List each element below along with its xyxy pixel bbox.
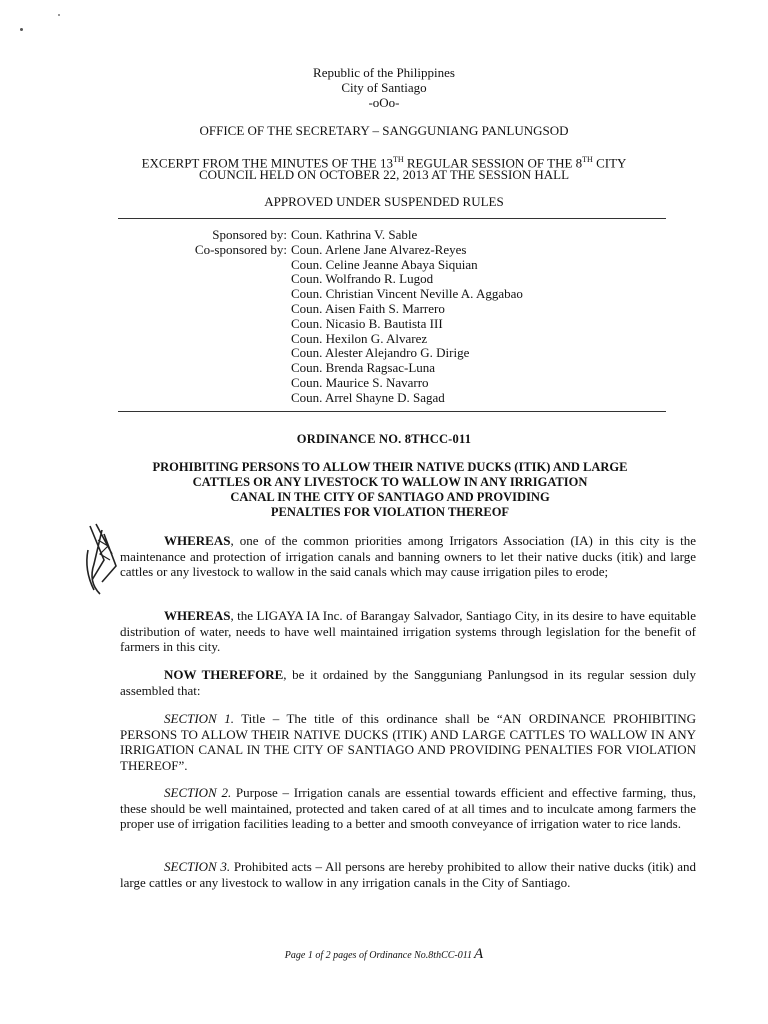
cosponsor-name: Coun. Alester Alejandro G. Dirige xyxy=(291,345,470,361)
section-1-lead: SECTION 1. xyxy=(164,711,234,726)
excerpt-superscript: TH xyxy=(392,155,404,164)
section-2-lead: SECTION 2. xyxy=(164,785,232,800)
cosponsor-name: Coun. Christian Vincent Neville A. Aggabao xyxy=(291,286,523,302)
section-3-paragraph xyxy=(120,859,696,890)
cosponsor-name: Coun. Maurice S. Navarro xyxy=(291,374,429,390)
office-title: OFFICE OF THE SECRETARY – SANGGUNIANG PANLUNGSOD xyxy=(199,123,569,138)
excerpt-text: CITY xyxy=(592,155,627,171)
title-line: CATTLES OR ANY LIVESTOCK TO WALLOW IN ANY IRRIGATION xyxy=(192,475,588,489)
title-line: PROHIBITING PERSONS TO ALLOW THEIR NATIVE DUCKS (ITIK) AND LARGE xyxy=(152,460,628,474)
excerpt-line-2: COUNCIL HELD ON OCTOBER 22, 2013 AT THE SESSION HALL xyxy=(198,167,570,182)
whereas-paragraph-2 xyxy=(120,608,696,655)
cosponsor-row xyxy=(0,243,768,406)
scan-speck xyxy=(20,28,23,31)
sponsored-label: Sponsored by: xyxy=(212,227,287,242)
excerpt-superscript: TH xyxy=(582,155,593,164)
section-2-paragraph xyxy=(120,785,696,832)
now-therefore-paragraph xyxy=(120,667,696,698)
whereas-text: , the LIGAYA IA Inc. of Barangay Salvador, Santiago City, in its desire to have equitable distribution of water, needs to have well maintained irrigation systems through legislation for the benefit of farmers in this city. xyxy=(120,608,696,654)
cosponsor-name: Coun. Wolfrando R. Lugod xyxy=(291,271,434,287)
cosponsor-name: Coun. Arlene Jane Alvarez-Reyes xyxy=(291,241,467,257)
page-footer-text: Page 1 of 2 pages of Ordinance No.8thCC-011 xyxy=(284,950,473,961)
scan-speck xyxy=(58,14,60,16)
title-line: PENALTIES FOR VIOLATION THEREOF xyxy=(270,505,510,519)
divider-line xyxy=(118,411,666,412)
cosponsor-name: Coun. Brenda Ragsac-Luna xyxy=(291,360,436,376)
sponsor-name: Coun. Kathrina V. Sable xyxy=(291,227,418,242)
cosponsor-name: Coun. Nicasio B. Bautista III xyxy=(291,315,443,331)
cosponsor-name: Coun. Arrel Shayne D. Sagad xyxy=(291,389,445,405)
sponsor-row xyxy=(0,228,768,243)
whereas-lead: WHEREAS xyxy=(164,608,231,623)
approval-note: APPROVED UNDER SUSPENDED RULES xyxy=(264,194,504,209)
section-3-lead: SECTION 3. xyxy=(164,859,231,874)
header-divider-mark: -oOo- xyxy=(368,95,400,110)
excerpt-text: REGULAR SESSION OF THE 8 xyxy=(403,155,583,171)
whereas-text: , one of the common priorities among Irrigators Association (IA) in this city is the maintenance and protection of irrigation canals and banning owners to let their native ducks (itik) and large cattles or any livestock to wallow in the said canals which may cause irrigation piles to erode; xyxy=(120,533,696,579)
cosponsored-label: Co-sponsored by: xyxy=(194,241,287,257)
ordinance-title xyxy=(110,460,670,520)
section-1-paragraph xyxy=(120,711,696,773)
divider-line xyxy=(118,218,666,219)
cosponsor-name: Coun. Celine Jeanne Abaya Siquian xyxy=(291,256,478,272)
cosponsor-list xyxy=(291,243,768,406)
whereas-lead: WHEREAS xyxy=(164,533,231,548)
handwritten-initial: A xyxy=(474,946,484,962)
page-footer xyxy=(0,946,768,963)
cosponsor-name: Coun. Hexilon G. Alvarez xyxy=(291,330,428,346)
section-3-text: Prohibited acts – All persons are hereby prohibited to allow their native ducks (itik) and large cattles or any livestock to wallow in any irrigation canals in the City of Santiago. xyxy=(120,859,696,890)
excerpt-text: EXCERPT FROM THE MINUTES OF THE 13 xyxy=(141,155,393,171)
cosponsor-name: Coun. Aisen Faith S. Marrero xyxy=(291,300,445,316)
whereas-paragraph-1 xyxy=(120,533,696,580)
header-country: Republic of the Philippines xyxy=(313,65,455,80)
header-city: City of Santiago xyxy=(341,80,427,95)
now-therefore-lead: NOW THEREFORE xyxy=(164,667,284,682)
section-2-text: Purpose – Irrigation canals are essential towards efficient and effective farming, thus, these should be well maintained, protected and taken cared of at all times and to inculcate among farmers the proper use of irrigation facilities leading to a better and smooth conveyance of irrigation water to rice lands. xyxy=(120,785,696,831)
sponsors-block xyxy=(0,228,768,406)
ordinance-number: ORDINANCE NO. 8THCC-011 xyxy=(296,432,472,446)
title-line: CANAL IN THE CITY OF SANTIAGO AND PROVIDING xyxy=(230,490,550,504)
now-therefore-text: , be it ordained by the Sangguniang Panlungsod in its regular session duly assembled that: xyxy=(120,667,696,698)
section-1-text: Title – The title of this ordinance shall be “AN ORDINANCE PROHIBITING PERSONS TO ALLOW THEIR NATIVE DUCKS (ITIK) AND LARGE CATTLES TO WALLOW IN ANY IRRIGATION CANAL IN THE CITY OF SANTIAGO AND PROVIDING PENALTIES FOR VIOLATION THEREOF”. xyxy=(120,711,696,773)
